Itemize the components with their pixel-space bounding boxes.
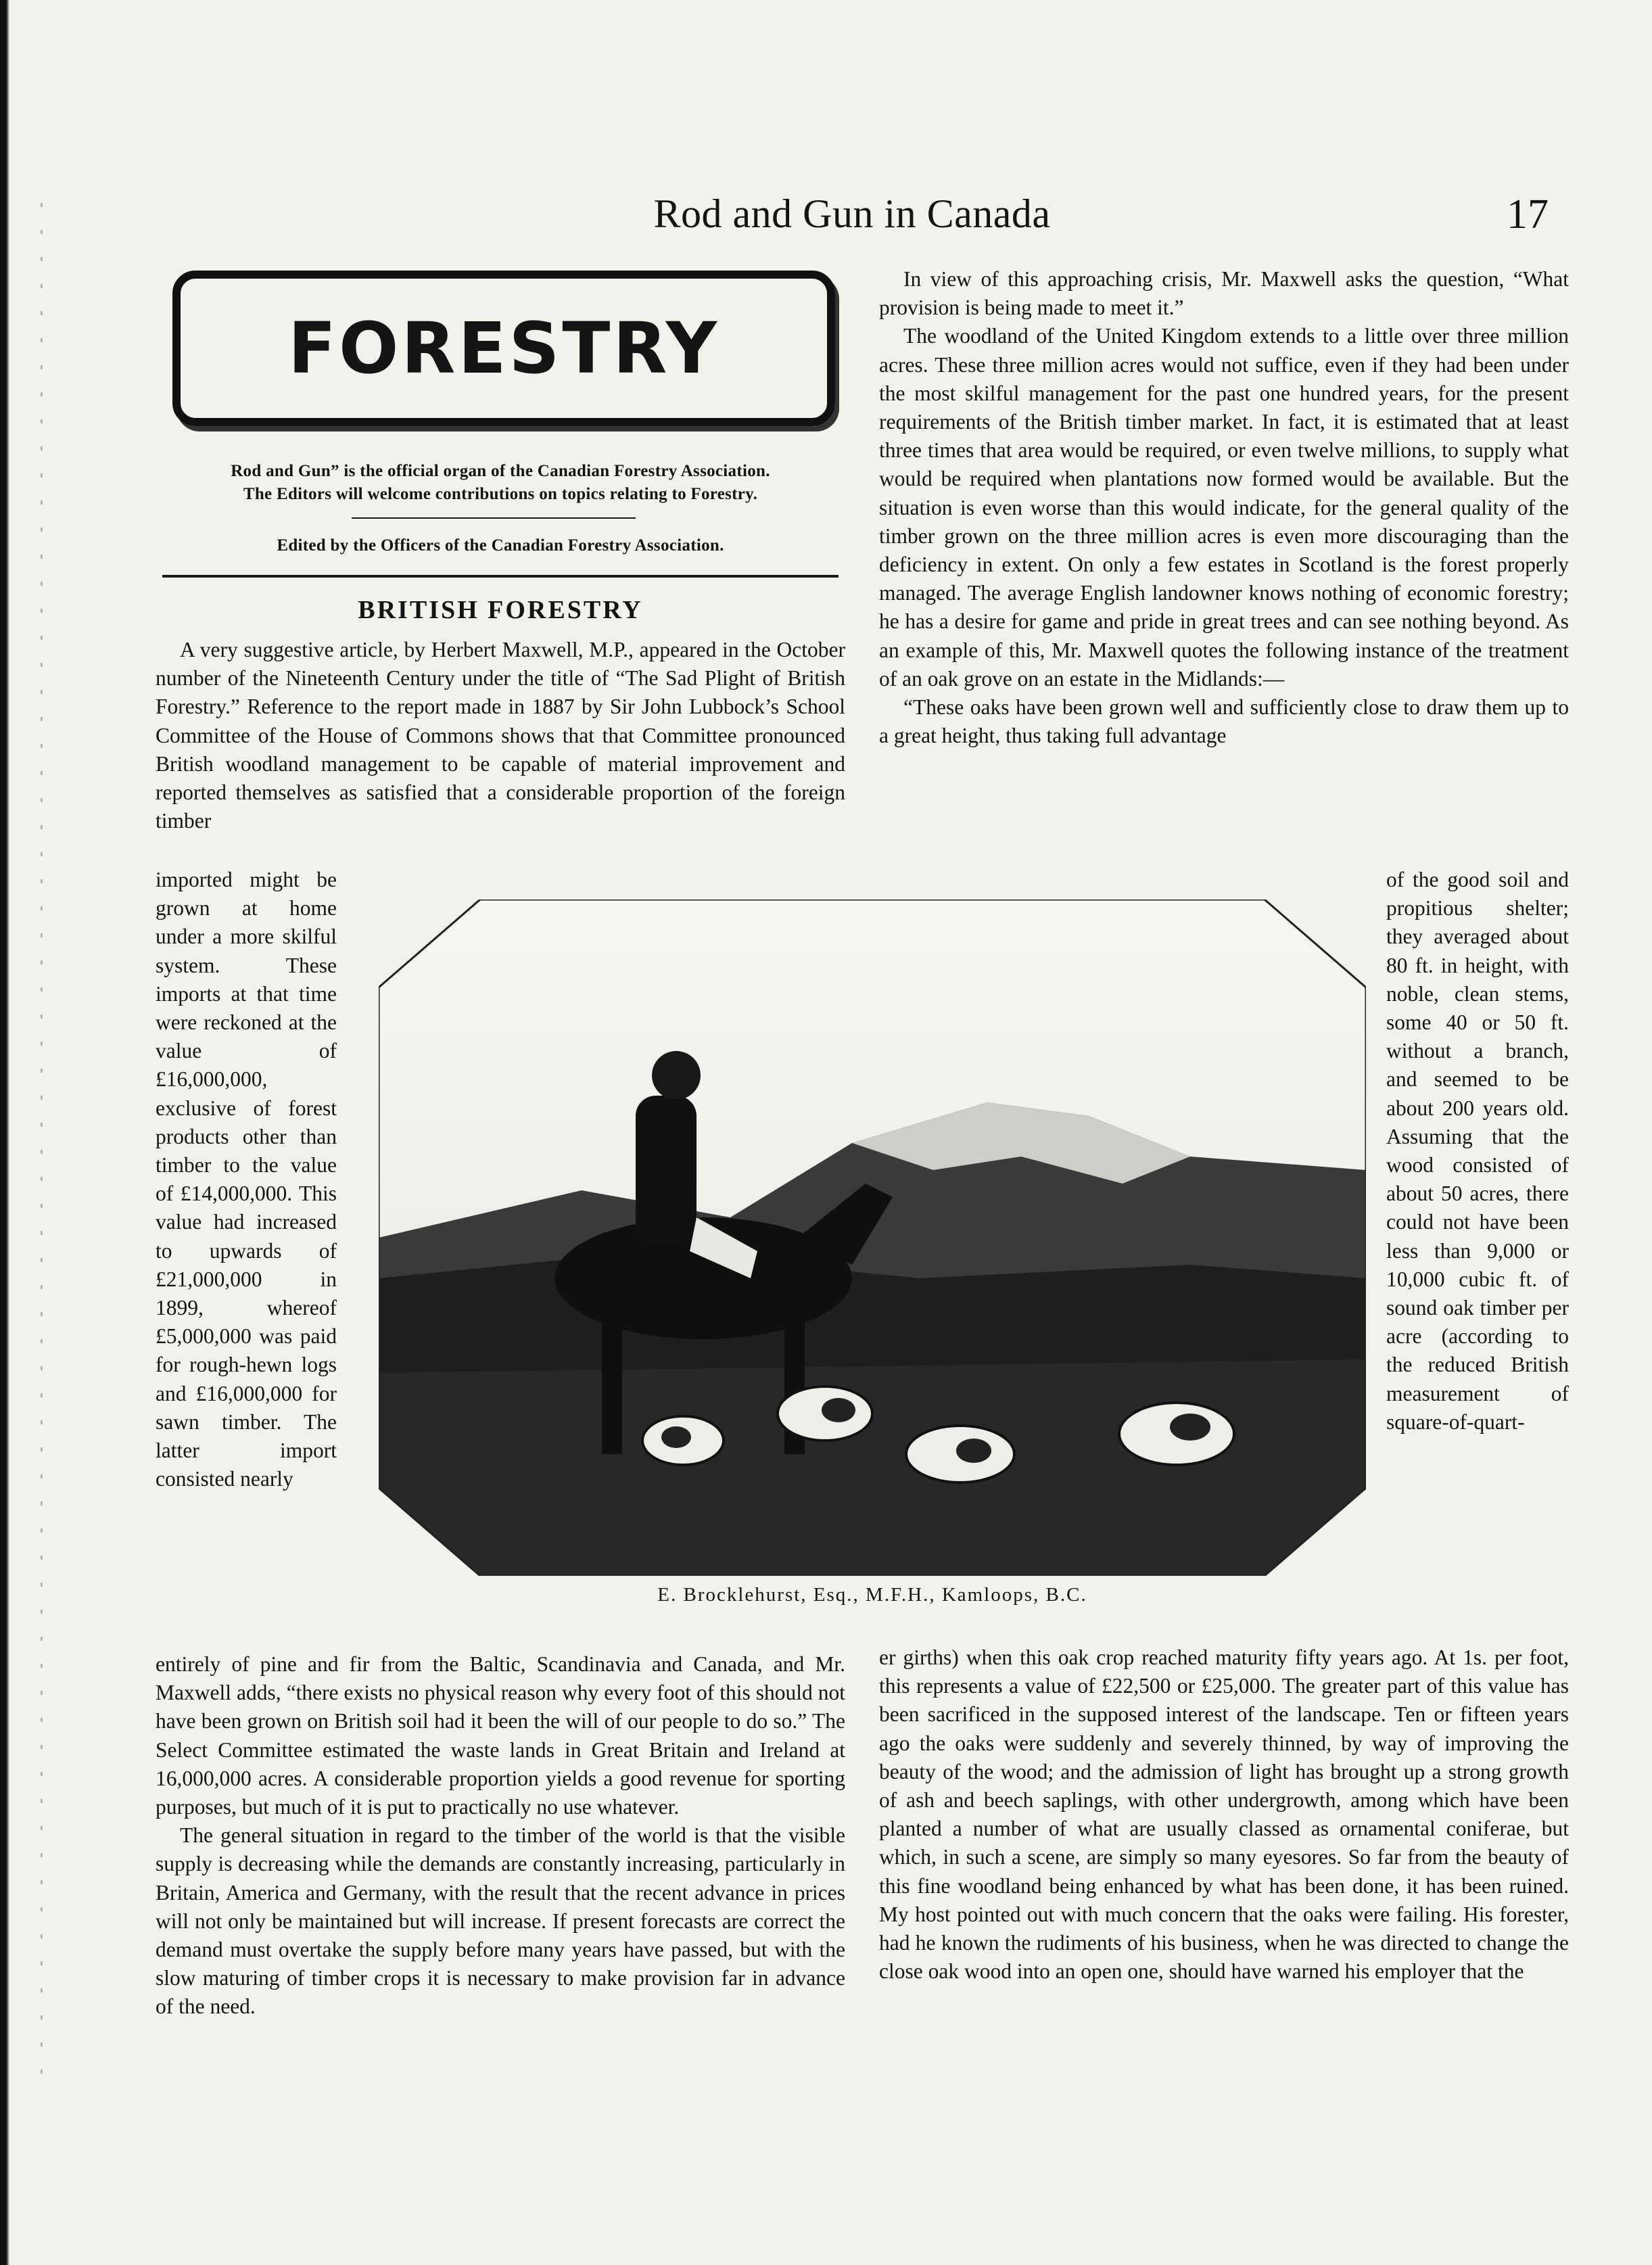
magazine-title: Rod and Gun in Canada: [653, 191, 1051, 236]
hunter-on-horse-image: [379, 900, 1366, 1576]
page-number: 17: [1507, 191, 1549, 237]
binding-marks: [41, 203, 43, 2097]
article-title: BRITISH FORESTRY: [358, 596, 643, 624]
article-text-right-narrow: [1386, 866, 1569, 1437]
paragraph: of the good soil and propitious shelter; they averaged about 80 ft. in height, with noble, clean stems, some 40 or 50 ft. without a branch, and seemed to be about 200 years old. Assuming that the wood consisted of about 50 acres, there could not have been less than 9,000 or 10,000 cubic ft. of sound oak timber per acre (according to the reduced British measurement of square-of-quart-: [1386, 868, 1569, 1434]
editor-note: Edited by the Officers of the Canadian Forestry Association.: [277, 536, 724, 555]
paragraph: In view of this approaching crisis, Mr. Maxwell asks the question, “What provision is being made to meet it.”: [879, 267, 1569, 320]
paragraph: entirely of pine and fir from the Baltic, Scandinavia and Canada, and Mr. Maxwell adds, “there exists no physical reason why every foot of this should not have been grown on British soil had it been the will of our people to do so.” The Select Committee estimated the waste lands in Great Britain and Ireland at 16,000,000 acres. A considerable proportion yields a good revenue for sporting purposes, but much of it is put to practically no use whatever.: [156, 1652, 845, 1819]
article-text-left-narrow: [156, 866, 337, 1493]
divider-short: [352, 517, 636, 519]
article-text-left-top: [156, 636, 845, 835]
notice-line-2: The Editors will welcome contributions on topics relating to Forestry.: [243, 485, 758, 503]
paragraph: A very suggestive article, by Herbert Maxwell, M.P., appeared in the October number of the Nineteenth Century under the title of “The Sad Plight of British Forestry.” Reference to the report made in 1887 by Sir John Lubbock’s School Committee of the House of Commons shows that that Committee pronounced British woodland management to be capable of material improvement and reported themselves as satisfied that a considerable proportion of the foreign timber: [156, 638, 845, 833]
section-notice: [156, 460, 845, 506]
running-head: [156, 191, 1549, 245]
photo-caption: E. Brocklehurst, Esq., M.F.H., Kamloops, B.C.: [657, 1584, 1087, 1606]
paragraph: The woodland of the United Kingdom extends to a little over three million acres. These three million acres would not suffice, even if they had been under the most skilful management for the past one hundred years, for the present requirements of the British timber market. In fact, it is estimated that at least three times that area would be required, or even twelve millions, to supply what would be required when plantations now formed would be available. But the situation is even worse than this would indicate, for the general quality of the timber grown on the three million acres is even more discouraging than the deficiency in extent. On only a few estates in Scotland is the forest properly managed. The average English landowner knows nothing of economic forestry; he has a desire for game and pride in great trees and can see nothing beyond. As an example of this, Mr. Maxwell quotes the following instance of the treatment of an oak grove on an estate in the Midlands:—: [879, 324, 1569, 691]
article-text-right-bottom: [879, 1643, 1569, 1986]
section-title: FORESTRY: [287, 307, 720, 390]
section-banner: [172, 271, 835, 426]
paragraph: The general situation in regard to the timber of the world is that the visible supply is decreasing while the demands are constantly increasing, particularly in Britain, America and Germany, with the result that the recent advance in prices will not only be maintained but will increase. If present forecasts are correct the demand must overtake the supply before many years have passed, but with the slow maturing of timber crops it is necessary to make provision far in advance of the need.: [156, 1823, 845, 2019]
page-spine-edge: [0, 0, 9, 2265]
divider-long: [162, 575, 839, 578]
paragraph: imported might be grown at home under a more skilful system. These imports at that time were reckoned at the value of £16,000,000, exclusive of forest products other than timber to the value of £14,000,000. This value had increased to upwards of £21,000,000 in 1899, whereof £5,000,000 was paid for rough-hewn logs and £16,000,000 for sawn timber. The latter import consisted nearly: [156, 868, 337, 1491]
paragraph: er girths) when this oak crop reached maturity fifty years ago. At 1s. per foot, this represents a value of £22,500 or £25,000. The greater part of this value has been sacrificed in the supposed interest of the landscape. Ten or fifteen years ago the oaks were suddenly and severely thinned, by way of improving the beauty of the wood; and the admission of light has brought up a strong growth of ash and beech saplings, with other undergrowth, among which have been planted a number of what are usually classed as ornamental coniferae, but which, in such a scene, are simply so many eyesores. So far from the beauty of this fine woodland being enhanced by what has been done, it has been ruined. My host pointed out with much concern that the oaks were failing. His forester, had he known the rudiments of his business, when he was directed to change the close oak wood into an open one, should have warned his employer that the: [879, 1645, 1569, 1984]
paragraph: “These oaks have been grown well and sufficiently close to draw them up to a great height, thus taking full advantage: [879, 695, 1569, 748]
article-text-left-bottom: [156, 1650, 845, 2022]
article-text-right-top: [879, 265, 1569, 750]
photograph: [379, 900, 1366, 1576]
notice-line-1: Rod and Gun” is the official organ of the Canadian Forestry Association.: [231, 462, 770, 480]
